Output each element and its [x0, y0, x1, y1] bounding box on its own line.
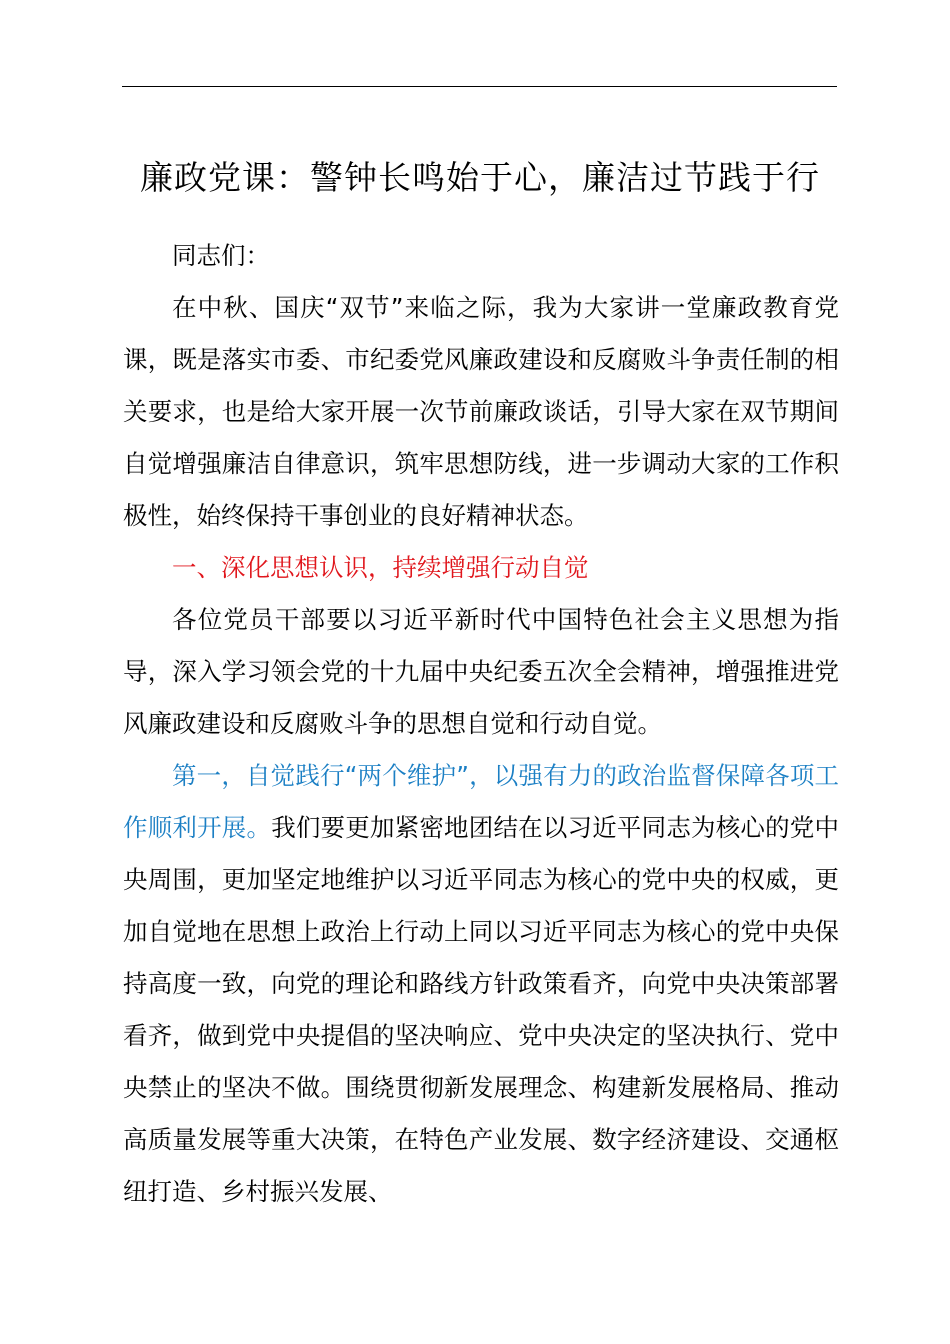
point-1-body: 我们要更加紧密地团结在以习近平同志为核心的党中央周围，更加坚定地维护以习近平同志为核心的党中央的权威，更加自觉地在思想上政治上行动上同以习近平同志为核心的党中央保持高度一致，向党的理论和路线方针政策看齐，向党中央决策部署看齐，做到党中央提倡的坚决响应、党中央决定的坚决执行、党中央禁止的坚决不做。围绕贯彻新发展理念、构建新发展格局、推动高质量发展等重大决策，在特色产业发展、数字经济建设、交通枢纽打造、乡村振兴发展、	[123, 813, 840, 1206]
header-rule	[122, 86, 837, 87]
section-1-paragraph: 各位党员干部要以习近平新时代中国特色社会主义思想为指导，深入学习领会党的十九届中央纪委五次全会精神，增强推进党风廉政建设和反腐败斗争的思想自觉和行动自觉。	[123, 605, 839, 738]
point-1-paragraph	[123, 750, 839, 1218]
salutation: 同志们：	[172, 241, 270, 270]
document-body	[123, 230, 839, 1218]
section-heading-1: 一、深化思想认识，持续增强行动自觉	[172, 553, 589, 582]
document-title: 廉政党课：警钟长鸣始于心，廉洁过节践于行	[140, 158, 820, 197]
intro-paragraph: 在中秋、国庆“双节”来临之际，我为大家讲一堂廉政教育党课，既是落实市委、市纪委党风廉政建设和反腐败斗争责任制的相关要求，也是给大家开展一次节前廉政谈话，引导大家在双节期间自觉增强廉洁自律意识，筑牢思想防线，进一步调动大家的工作积极性，始终保持干事创业的良好精神状态。	[123, 293, 839, 530]
point-1-lead: 第一，自觉践行“两个维护”，以强有力的政治监督保障各项工作顺利开展。	[123, 761, 839, 842]
